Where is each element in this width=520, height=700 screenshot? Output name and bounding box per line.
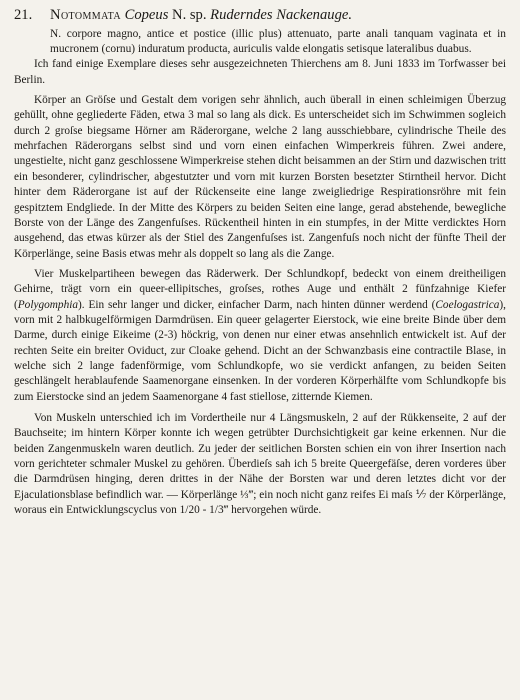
organs-text-c: ), vorn mit 2 halbkugelförmigen Darmdrüsen. Ein queer gelagerter Eierstock, wie eine breite Binde über dem Darme, durch einige Eikeime (2-3) höckrig, von denen nur einer etwas ansehnlich entwickelt ist. Auf der rechten Seite ein breiter Oviduct, zur Cloake gehend. Dicht an der Schwanzbasis eine contractile Blase, in welche sich 2 lange fadenförmige, vom Schlundkopfe, wo sie verdickt anfangen, zu beiden Seiten geschlängelt herablaufende Saamenorgane einsenken. In der vorderen Körperhälfte vom Schlundkopfe bis zum Eierstocke sind an jedem Saamenorgane 4 fast stiellose, zitternde Kiemen. (14, 298, 506, 403)
body-text (14, 57, 506, 518)
paragraph-collection-note: Ich fand einige Exemplare dieses sehr ausgezeichneten Thierchens am 8. Juni 1833 im Torfwasser bei Berlin. (14, 58, 506, 86)
organs-text-b: ). Ein sehr langer und dicker, einfacher Darm, nach hinten dünner werdend ( (78, 298, 436, 311)
genus-name: Notommata (50, 7, 121, 23)
species-name: Copeus (124, 7, 169, 23)
paragraph-body-form: Körper an Gröſse und Gestalt dem vorigen sehr ähnlich, auch überall in einen schleimigen Überzug gehüllt, ohne gegliederte Fäden, etwa 3 mal so lang als dick. Es unterscheidet sich im Schwimmen sogleich durch 2 groſse biegsame Hörner am Räderorgane, welche 2 lang ausschiebbare, cylindrische Theile des mehrfachen Räderorgans selbst sind und vorn einen einfachen Wimperkreis führen. Zwei andere, ungestielte, nicht ganz geschlossene Wimperkreise stehen dicht beisammen an der Stirn und dazwischen tritt ein besonderer, cylindrischer, abgestutzter und vorn mit kurzen Borsten besetzter Stirntheil hervor. Dicht hinter dem Räderorgane ist auf der Rückenseite eine lange zweigliedrige Respirationsröhre mit fein gespitztem Endgliede. In der Mitte des Körpers zu beiden Seiten eine lange, gerad abstehende, bewegliche Borste von der Länge des Zangenfuſses. Rückentheil hinten in ein stumpfes, in der Mitte verdicktes Horn ausgehend, das etwas kürzer als der Stiel des Zangenfuſses ist. Zangenfuſs noch nicht der fünfte Theil der Körperlänge, seine Basis etwas mehr als doppelt so lang als die Zange. (14, 94, 506, 260)
taxon-term-coelogastrica: Coelogastrica (435, 298, 500, 311)
taxon-term-polygomphia: Polygomphia (17, 298, 79, 311)
new-species-mark: N. sp. (172, 7, 207, 23)
paragraph-organs (14, 267, 506, 405)
paragraph-muscles: Von Muskeln unterschied ich im Vordertheile nur 4 Längsmuskeln, 2 auf der Rükkenseite, 2 auf der Bauchseite; im hintern Körper konnte ich wegen getrübter Durchsichtigkeit gar keine erkennen. Nur die beiden Zangenmuskeln waren deutlich. Zu jeder der seitlichen Borsten schien ein von ihrer Insertion nach vorn gerichteter schmaler Muskel zu gehören. Überdieſs sah ich 5 breite Queergefäſse, deren vorderes über die Darmdrüsen hinging, deren drittes in der Nähe der Borsten war und deren letztes dicht vor der Ejaculationsblase befindlich war. — Körperlänge ⅓‴; ein noch nicht ganz reifes Ei maſs ⅐ der Körperlänge, woraus ein Entwicklungscyclus von 1/20 - 1/3‴ hervorgehen würde. (14, 411, 506, 517)
entry-number: 21. (14, 7, 33, 23)
organs-text-a: Vier Muskelpartiheen bewegen das Räderwerk. Der Schlundkopf, bedeckt von einem dreitheiligen Gehirne, trägt vorn ein queer-ellipitsches, groſses, rothes Auge und enthält 2 fünfzahnige Kiefer ( (14, 267, 506, 311)
common-name: Ruderndes Nackenauge. (210, 7, 352, 23)
latin-diagnosis: N. corpore magno, antice et postice (illic plus) attenuato, parte anali tanquam vaginata et in mucronem (cornu) induratum producta, auriculis valde elongatis setisque lateralibus duabus. (50, 28, 506, 56)
species-heading (14, 6, 506, 25)
